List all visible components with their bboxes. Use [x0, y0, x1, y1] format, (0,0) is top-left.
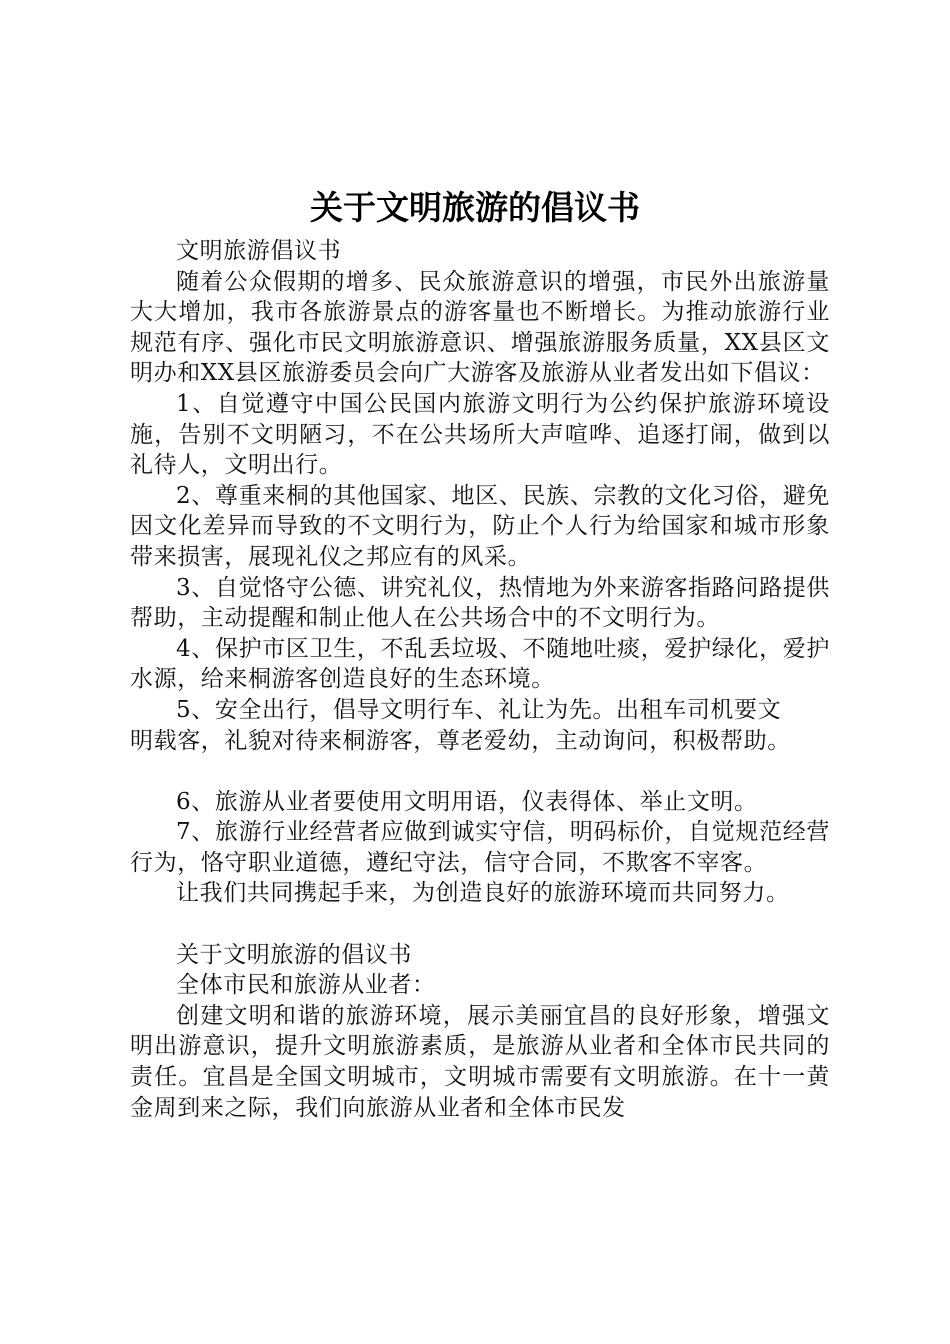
blank-line	[130, 909, 830, 940]
blank-line	[130, 756, 830, 787]
intro-paragraph: 随着公众假期的增多、民众旅游意识的增强，市民外出旅游量大大增加，我市各旅游景点的游客量也不断增长。为推动旅游行业规范有序、强化市民文明旅游意识、增强旅游服务质量，XX县区文明办和XX县区旅游委员会向广大游客及旅游从业者发出如下倡议：	[130, 268, 830, 387]
second-intro-paragraph: 创建文明和谐的旅游环境，展示美丽宜昌的良好形象，增强文明出游意识，提升文明旅游素质，是旅游从业者和全体市民共同的责任。宜昌是全国文明城市，文明城市需要有文明旅游。在十一黄金周到来之际，我们向旅游从业者和全体市民发	[130, 1002, 830, 1121]
proposal-item-6: 6、旅游从业者要使用文明用语，仪表得体、举止文明。	[176, 788, 758, 815]
proposal-item-3: 3、自觉恪守公德、讲究礼仪，热情地为外来游客指路问路提供帮助，主动提醒和制止他人在公共场合中的不文明行为。	[130, 574, 830, 632]
proposal-item-4: 4、保护市区卫生，不乱丢垃圾、不随地吐痰，爱护绿化，爱护水源，给来桐游客创造良好的生态环境。	[130, 635, 830, 693]
document-title: 关于文明旅游的倡议书	[310, 188, 640, 227]
proposal-item-1: 1、自觉遵守中国公民国内旅游文明行为公约保护旅游环境设施，告别不文明陋习，不在公共场所大声喧哗、追逐打闹，做到以礼待人，文明出行。	[130, 390, 830, 479]
second-document-heading: 关于文明旅游的倡议书	[176, 941, 412, 968]
proposal-item-7: 7、旅游行业经营者应做到诚实守信，明码标价，自觉规范经营行为，恪守职业道德，遵纪守法，信守合同，不欺客不宰客。	[130, 819, 830, 876]
salutation: 全体市民和旅游从业者：	[176, 972, 436, 999]
proposal-item-5-line-1: 5、安全出行，倡导文明行车、礼让为先。出租车司机要文	[176, 696, 782, 723]
subtitle-paragraph: 文明旅游倡议书	[176, 238, 342, 264]
proposal-item-5-line-2: 明载客，礼貌对待来桐游客，尊老爱幼，主动询问，积极帮助。	[130, 727, 791, 754]
document-body	[130, 236, 830, 1123]
closing-paragraph: 让我们共同携起手来，为创造良好的旅游环境而共同努力。	[176, 880, 790, 907]
proposal-item-2: 2、尊重来桐的其他国家、地区、民族、宗教的文化习俗，避免因文化差异而导致的不文明行为，防止个人行为给国家和城市形象带来损害，展现礼仪之邦应有的风采。	[130, 482, 830, 570]
